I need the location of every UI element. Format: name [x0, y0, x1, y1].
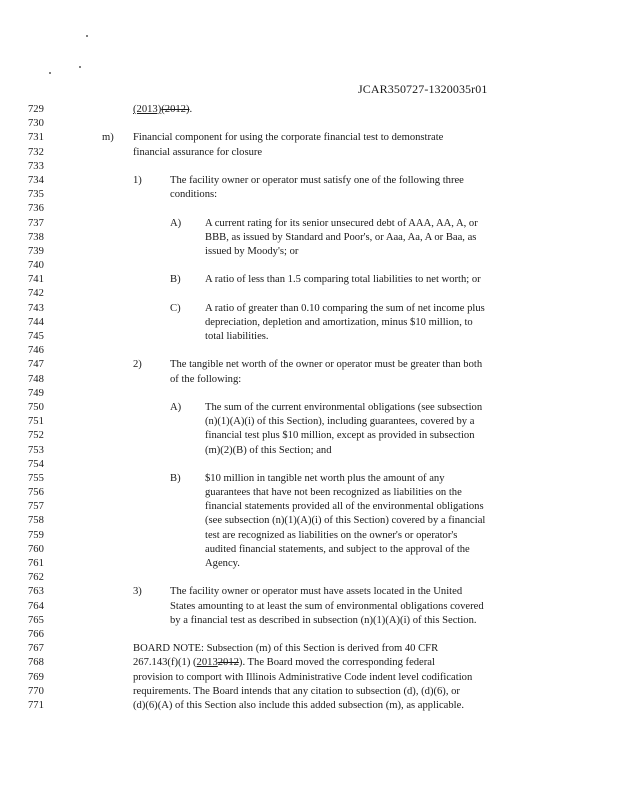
line-number: 761 [28, 558, 44, 569]
subsection-label: C) [170, 302, 181, 314]
line-number: 760 [28, 543, 44, 555]
doc-line [0, 188, 618, 202]
line-number: 768 [28, 657, 44, 669]
line-text: A ratio of greater than 0.10 comparing the sum of net income plus [205, 302, 485, 314]
line-number: 748 [28, 373, 44, 385]
doc-line [0, 699, 618, 713]
line-text: financial assurance for closure [133, 146, 263, 158]
doc-line [0, 571, 618, 585]
doc-line [0, 656, 618, 670]
subsection-label: m) [102, 132, 114, 144]
doc-line [0, 529, 618, 543]
doc-line [0, 685, 618, 699]
line-number: 755 [28, 472, 44, 484]
line-number: 771 [28, 699, 44, 711]
line-text: requirements. The Board intends that any citation to subsection (d), (d)(6), or [133, 685, 460, 697]
scan-speck [49, 72, 51, 74]
subsection-label: 1) [133, 174, 142, 186]
line-text: guarantees that have not been recognized as liabilities on the [205, 487, 462, 499]
subsection-label: A) [170, 217, 182, 229]
line-number: 735 [28, 189, 44, 201]
line-number: 741 [28, 274, 44, 286]
line-number: 770 [28, 685, 44, 697]
line-number: 740 [28, 260, 44, 272]
deleted-text: 2012 [217, 657, 239, 669]
doc-line [0, 415, 618, 429]
line-text: provision to comport with Illinois Administrative Code indent level codification [133, 671, 473, 683]
line-number: 756 [28, 487, 44, 499]
line-number: 759 [28, 529, 44, 541]
subsection-label: A) [170, 401, 182, 413]
doc-line [0, 344, 618, 358]
doc-line [0, 202, 618, 216]
line-number: 733 [28, 160, 44, 172]
line-number: 751 [28, 416, 44, 428]
doc-line [0, 160, 618, 174]
doc-line [0, 174, 618, 188]
line-number: 744 [28, 316, 44, 328]
line-text: financial statements provided all of the environmental obligations [205, 501, 484, 513]
inserted-text: 2013 [196, 657, 218, 669]
line-number: 749 [28, 387, 44, 399]
line-text: (n)(1)(A)(i) of this Section), including guarantees, covered by a [205, 416, 475, 428]
line-text: total liabilities. [205, 331, 269, 342]
line-text: test are recognized as liabilities on the owner's or operator's [205, 529, 458, 541]
line-text: A current rating for its senior unsecured debt of AAA, AA, A, or [205, 217, 478, 229]
scan-speck [86, 35, 88, 37]
inserted-text: (2013) [133, 104, 162, 115]
line-text [133, 103, 192, 117]
line-number: 752 [28, 430, 44, 442]
line-number: 753 [28, 444, 44, 456]
line-number: 757 [28, 501, 44, 513]
line-number: 767 [28, 643, 44, 655]
doc-line [0, 103, 618, 117]
doc-line [0, 231, 618, 245]
line-text: Agency. [205, 558, 240, 569]
doc-line [0, 429, 618, 443]
text-segment: 267.143(f)(1) ( [133, 657, 197, 669]
line-numbered-body [0, 103, 618, 713]
doc-line [0, 472, 618, 486]
line-number: 730 [28, 118, 44, 130]
doc-line [0, 373, 618, 387]
line-number: 732 [28, 146, 44, 158]
doc-line [0, 316, 618, 330]
line-text: BBB, as issued by Standard and Poor's, or Aaa, Aa, A or Baa, as [205, 231, 477, 243]
line-text: $10 million in tangible net worth plus the amount of any [205, 472, 445, 484]
subsection-label: 2) [133, 359, 142, 371]
line-number: 743 [28, 302, 44, 314]
document-id: JCAR350727-1320035r01 [358, 82, 488, 96]
line-number: 729 [28, 104, 44, 115]
doc-line [0, 273, 618, 287]
doc-line [0, 287, 618, 301]
line-text [133, 656, 435, 670]
deleted-text: (2012) [161, 104, 190, 115]
doc-line [0, 146, 618, 160]
line-text: financial test plus $10 million, except as provided in subsection [205, 430, 475, 442]
subsection-label: B) [170, 274, 181, 286]
doc-line [0, 671, 618, 685]
line-number: 734 [28, 174, 44, 186]
line-text: (m)(2)(B) of this Section; and [205, 444, 332, 456]
doc-line [0, 585, 618, 599]
line-text: issued by Moody's; or [205, 245, 299, 257]
doc-line [0, 117, 618, 131]
doc-line [0, 614, 618, 628]
line-number: 754 [28, 458, 44, 470]
line-number: 769 [28, 671, 44, 683]
line-text: The sum of the current environmental obligations (see subsection [205, 401, 483, 413]
doc-line [0, 642, 618, 656]
subsection-label: B) [170, 472, 181, 484]
line-text: States amounting to at least the sum of environmental obligations covered [170, 600, 484, 612]
line-number: 766 [28, 628, 44, 640]
line-number: 736 [28, 203, 44, 215]
line-text: (d)(6)(A) of this Section also include this added subsection (m), as applicable. [133, 699, 464, 711]
doc-line [0, 387, 618, 401]
doc-line [0, 514, 618, 528]
doc-line [0, 628, 618, 642]
line-number: 745 [28, 331, 44, 342]
line-text: conditions: [170, 189, 218, 201]
line-text: A ratio of less than 1.5 comparing total liabilities to net worth; or [205, 274, 481, 286]
line-number: 765 [28, 614, 44, 626]
line-text: of the following: [170, 373, 242, 385]
line-number: 758 [28, 515, 44, 527]
line-number: 731 [28, 132, 44, 144]
doc-line [0, 131, 618, 145]
line-number: 742 [28, 288, 44, 300]
line-text: The facility owner or operator must satisfy one of the following three [170, 174, 464, 186]
doc-line [0, 458, 618, 472]
line-text: (see subsection (n)(1)(A)(i) of this Section) covered by a financial [205, 515, 486, 527]
doc-line [0, 302, 618, 316]
line-text: Financial component for using the corporate financial test to demonstrate [133, 132, 444, 144]
line-number: 762 [28, 572, 44, 584]
doc-line [0, 543, 618, 557]
subsection-label: 3) [133, 586, 142, 598]
line-text: The facility owner or operator must have assets located in the United [170, 586, 463, 598]
doc-line [0, 444, 618, 458]
line-number: 737 [28, 217, 44, 229]
scan-speck [79, 66, 81, 68]
line-number: 739 [28, 245, 44, 257]
text-segment: . [189, 104, 193, 115]
line-text: depreciation, depletion and amortization, minus $10 million, to [205, 316, 473, 328]
doc-line [0, 217, 618, 231]
doc-line [0, 401, 618, 415]
line-number: 747 [28, 359, 44, 371]
line-text: by a financial test as described in subsection (n)(1)(A)(i) of this Section. [170, 614, 477, 626]
line-number: 750 [28, 401, 44, 413]
doc-line [0, 259, 618, 273]
doc-line [0, 330, 618, 344]
text-segment: ). The Board moved the corresponding federal [238, 657, 435, 669]
line-number: 763 [28, 586, 44, 598]
line-number: 738 [28, 231, 44, 243]
line-text: BOARD NOTE: Subsection (m) of this Section is derived from 40 CFR [133, 643, 439, 655]
line-text: The tangible net worth of the owner or operator must be greater than both [170, 359, 483, 371]
line-number: 764 [28, 600, 44, 612]
doc-line [0, 557, 618, 571]
line-number: 746 [28, 345, 44, 357]
doc-line [0, 500, 618, 514]
doc-line [0, 358, 618, 372]
line-text: audited financial statements, and subject to the approval of the [205, 543, 470, 555]
doc-line [0, 486, 618, 500]
doc-line [0, 245, 618, 259]
doc-line [0, 600, 618, 614]
